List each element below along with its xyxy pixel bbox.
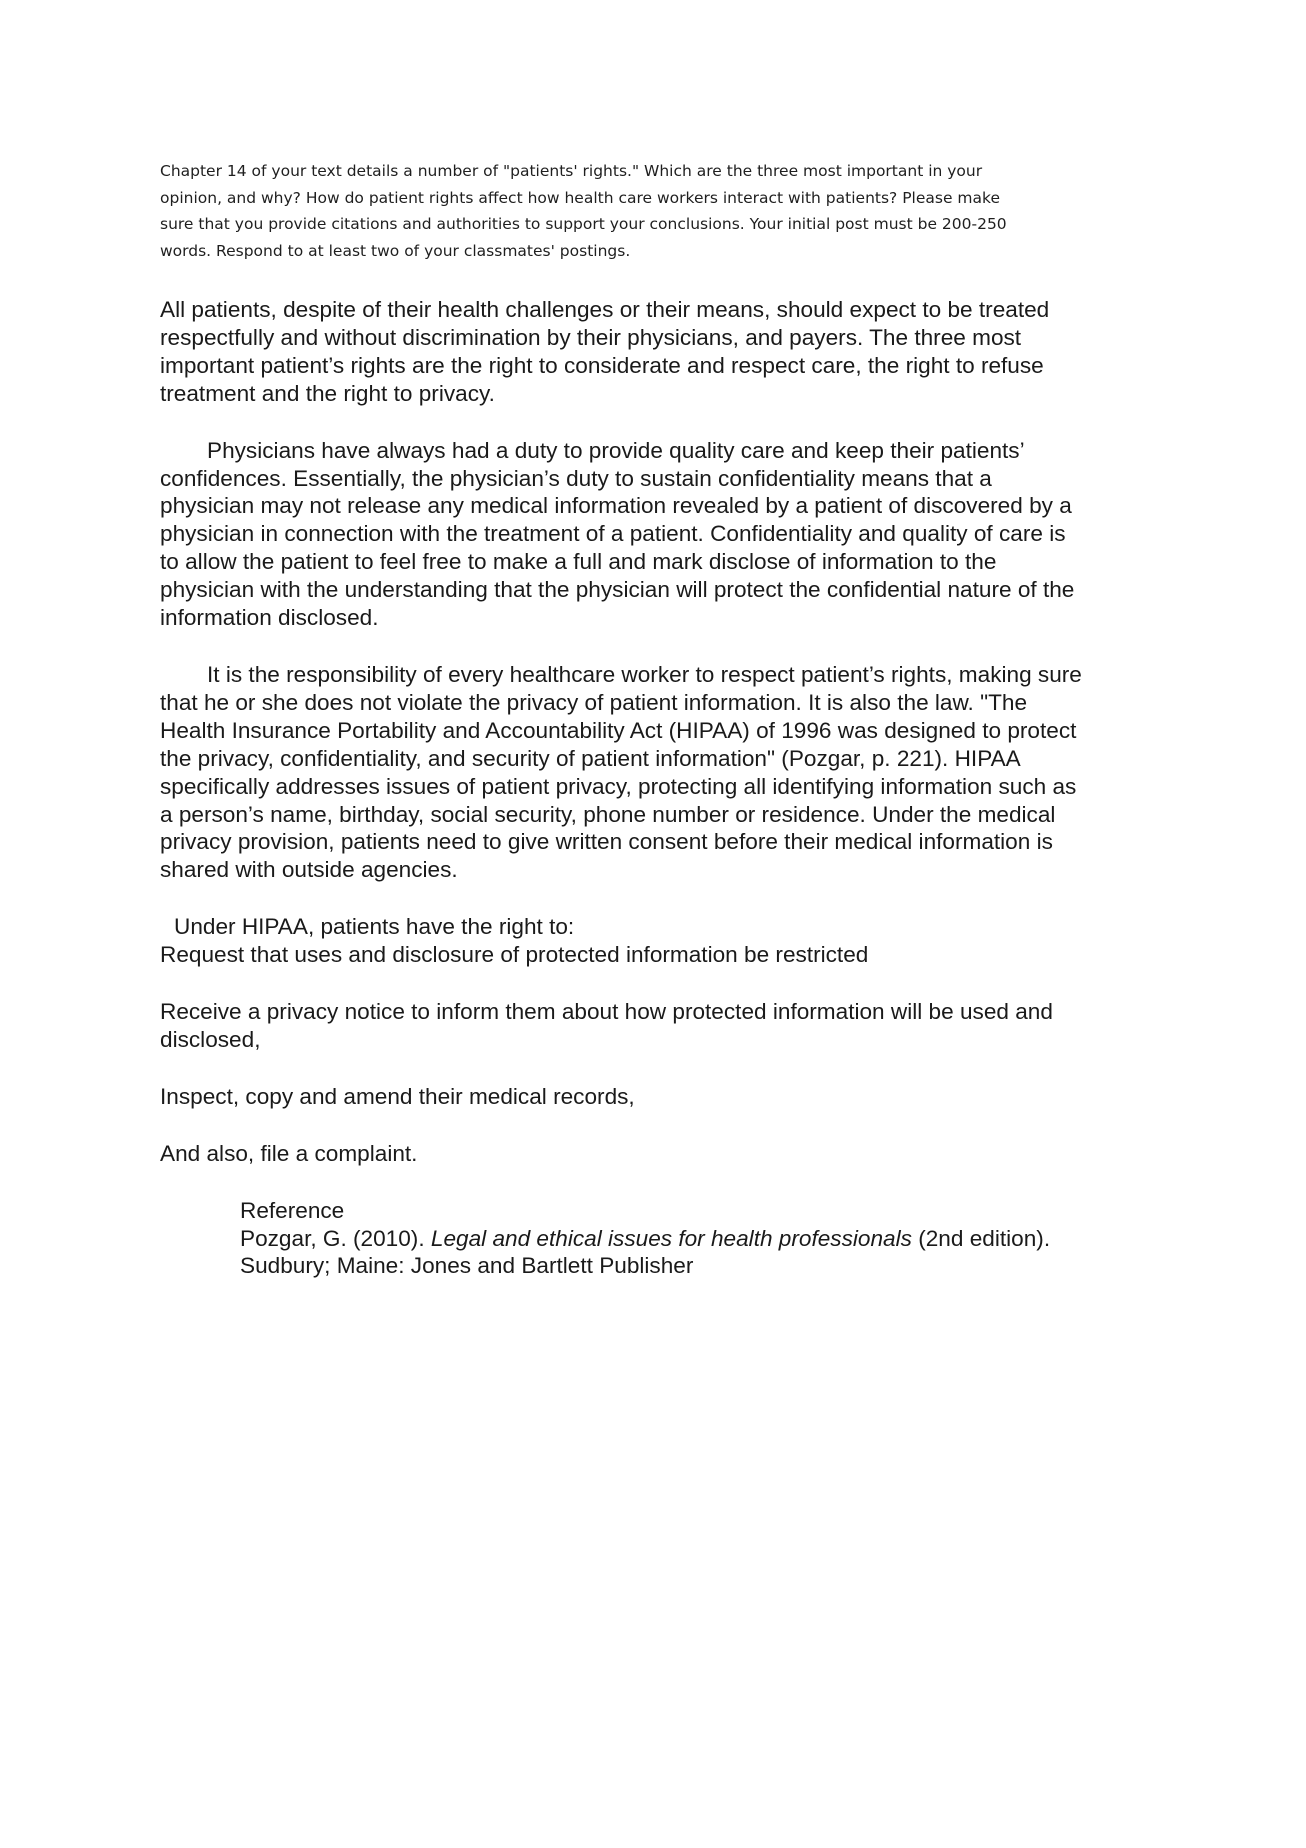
hipaa-right-item: And also, file a complaint.	[160, 1140, 418, 1166]
citation-prefix: Pozgar, G. (2010).	[240, 1225, 431, 1251]
paragraph-gap	[160, 884, 1170, 913]
hipaa-right-item: Request that uses and disclosure of protected information be restricted	[160, 942, 869, 968]
citation-title: Legal and ethical issues for health professionals	[430, 1225, 912, 1251]
paragraph-gap	[160, 408, 1170, 437]
confidentiality-paragraph: Physicians have always had a duty to provide quality care and keep their patients’ confidences. Essentially, the physician’s duty to sustain confidentiality means that a physician may not release any medical information revealed by a patient of discovered by a physician in connection with the treatment of a patient. Confidentiality and quality of care is to allow the patient to feel free to make a full and mark disclose of information to the physician with the understanding that the physician will protect the confidential nature of the information disclosed.	[160, 437, 1075, 631]
hipaa-rights-intro: Under HIPAA, patients have the right to:	[174, 914, 575, 940]
paragraph-gap	[160, 1111, 1170, 1140]
citation-suffix: (2nd edition).	[911, 1225, 1051, 1251]
reference-publisher: Sudbury; Maine: Jones and Bartlett Publisher	[240, 1253, 694, 1279]
paragraph-gap	[160, 1168, 1170, 1197]
hipaa-right-item: Receive a privacy notice to inform them about how protected information will be used and disclosed,	[160, 999, 1053, 1052]
hipaa-paragraph: It is the responsibility of every healthcare worker to respect patient’s rights, making sure that he or she does not violate the privacy of patient information. It is also the law. "The Health Insurance Portability and Accountability Act (HIPAA) of 1996 was designed to protect the privacy, confidentiality, and security of patient information" (Pozgar, p. 221). HIPAA specifically addresses issues of patient privacy, protecting all identifying information such as a person’s name, birthday, social security, phone number or residence. Under the medical privacy provision, patients need to give written consent before their medical information is shared with outside agencies.	[160, 661, 1082, 883]
intro-paragraph: All patients, despite of their health challenges or their means, should expect to be treated respectfully and without discrimination by their physicians, and payers. The three most important patient’s rights are the right to considerate and respect care, the right to refuse treatment and the right to privacy.	[160, 297, 1050, 406]
response-essay	[160, 296, 1170, 1280]
reference-heading: Reference	[240, 1197, 345, 1223]
paragraph-gap	[160, 1054, 1170, 1083]
paragraph-gap	[160, 632, 1170, 661]
reference-citation	[240, 1225, 1170, 1253]
paragraph-gap	[160, 969, 1170, 998]
hipaa-right-item: Inspect, copy and amend their medical records,	[160, 1083, 635, 1109]
assignment-prompt: Chapter 14 of your text details a number of "patients' rights." Which are the three most important in your opinion, and why? How do patient rights affect how health care workers interact with patients? Please make sure that you provide citations and authorities to support your conclusions. Your initial post must be 200-250 words. Respond to at least two of your classmates' postings.	[160, 162, 1007, 260]
